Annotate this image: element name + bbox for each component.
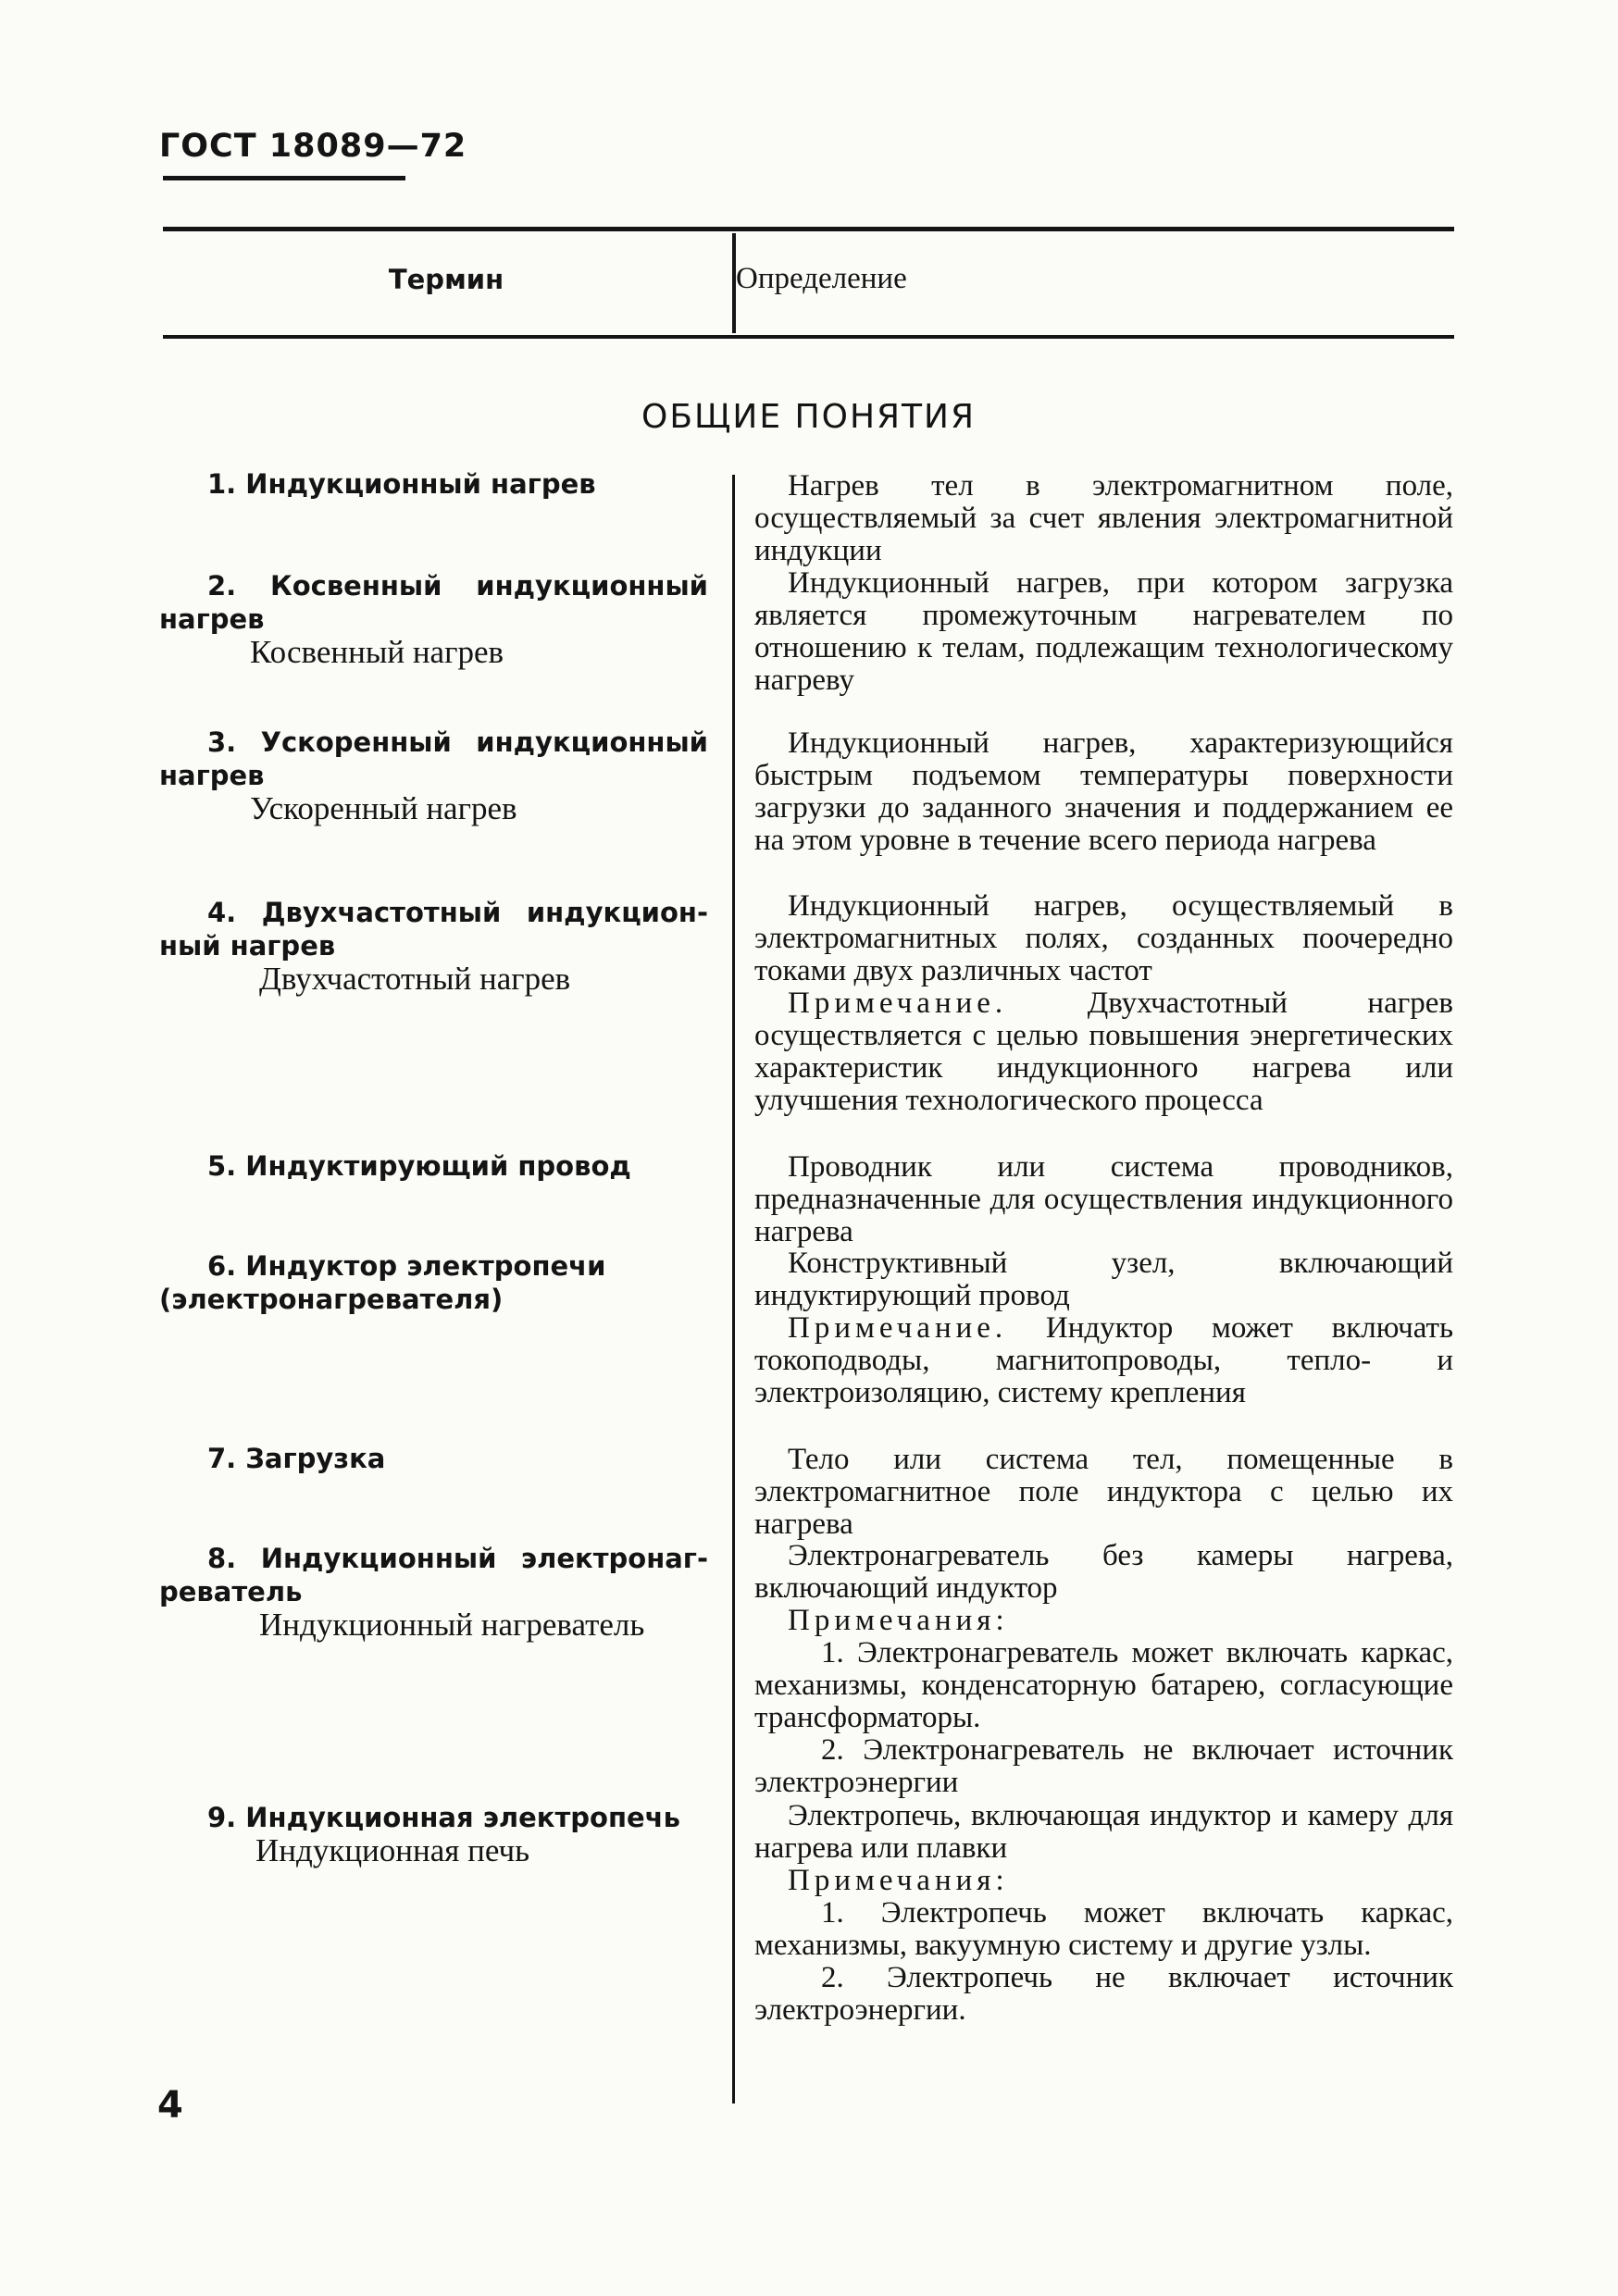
term-8: [159, 1542, 708, 1642]
definition-9-text: Электропечь, включающая индуктор и камеру для нагрева или плавки: [754, 1799, 1453, 1865]
term-6-line-1: 6. Индуктор электропечи: [207, 1250, 606, 1282]
definition-9-note-1: 1. Электропечь может включать каркас, механизмы, вакуумную систему и другие узлы.: [754, 1896, 1453, 1962]
definition-1-text: Нагрев тел в электромагнитном поле, осуществляемый за счет явления электромагнитной индукции: [754, 469, 1453, 567]
term-2: [159, 569, 708, 669]
term-7-line-1: 7. Загрузка: [207, 1443, 386, 1474]
document-code-underline: [163, 176, 405, 180]
definition-6-text: Конструктивный узел, включающий индуктирующий провод: [754, 1247, 1453, 1312]
definition-6: [754, 1247, 1453, 1409]
definition-4: [754, 890, 1453, 1117]
definition-2: [754, 567, 1453, 697]
term-2-line-1: 2. Косвенный индукционный: [207, 570, 708, 602]
document-code: ГОСТ 18089—72: [159, 128, 467, 165]
section-title: ОБЩИЕ ПОНЯТИЯ: [641, 398, 976, 436]
term-3-synonym: Ускоренный нагрев: [250, 790, 517, 826]
term-4-synonym: Двухчастотный нагрев: [259, 961, 571, 997]
term-8-line-2: реватель: [159, 1576, 303, 1607]
definition-8-note-label-line: [754, 1605, 1453, 1637]
term-2-synonym: Косвенный нагрев: [250, 634, 504, 670]
term-3-line-2: нагрев: [159, 760, 265, 791]
term-1-line-1: 1. Индукционный нагрев: [207, 468, 596, 500]
term-8-line-1: 8. Индукционный электронаг-: [207, 1543, 708, 1574]
definition-9-note-label-line: [754, 1865, 1453, 1897]
definition-6-note-text: Индуктор может включать токоподводы, магнитопроводы, тепло- и электроизоляцию, систему крепления: [754, 1311, 1454, 1409]
definition-5-text: Проводник или система проводников, предназначенные для осуществления индукционного нагрева: [754, 1150, 1453, 1248]
column-header-definition: Определение: [736, 262, 907, 295]
definition-2-text: Индукционный нагрев, при котором загрузка является промежуточным нагревателем по отношению к телам, подлежащим технологическому нагреву: [754, 566, 1453, 697]
definition-8-text: Электронагреватель без камеры нагрева, включающий индуктор: [754, 1539, 1453, 1605]
definition-4-note-text: Двухчастотный нагрев осуществляется с целью повышения энергетических характеристик индукционного нагрева или улучшения технологического процесса: [754, 987, 1454, 1117]
term-4-line-2: ный нагрев: [159, 930, 336, 962]
term-6-line-2: (электронагревателя): [159, 1284, 504, 1315]
term-6: [159, 1249, 708, 1316]
definition-4-note: [754, 987, 1453, 1117]
definition-5: [754, 1151, 1453, 1248]
term-5-line-1: 5. Индуктирующий провод: [207, 1150, 631, 1182]
term-2-line-2: нагрев: [159, 603, 265, 635]
body-column-divider: [732, 475, 735, 2104]
page-number: 4: [157, 2084, 183, 2127]
definition-6-note-label: Примечание.: [788, 1311, 1008, 1345]
definition-1: [754, 470, 1453, 567]
term-4-line-1: 4. Двухчастотный индукцион-: [207, 897, 708, 928]
column-header-term: Термин: [388, 264, 504, 295]
term-7: [159, 1442, 708, 1475]
term-9: [159, 1801, 708, 1868]
term-1: [159, 467, 708, 501]
term-5: [159, 1149, 708, 1183]
term-4: [159, 896, 708, 996]
definition-6-note: [754, 1312, 1453, 1409]
definition-3: [754, 727, 1453, 857]
definition-7-text: Тело или система тел, помещенные в электромагнитное поле индуктора с целью их нагрева: [754, 1443, 1453, 1541]
definition-8-note-label: Примечания:: [788, 1604, 1009, 1637]
term-8-synonym: Индукционный нагреватель: [259, 1607, 645, 1643]
definition-8-note-2: 2. Электронагреватель не включает источник электроэнергии: [754, 1733, 1453, 1799]
term-9-line-1: 9. Индукционная электропечь: [207, 1802, 680, 1833]
definition-3-text: Индукционный нагрев, характеризующийся быстрым подъемом температуры поверхности загрузки до заданного значения и поддержанием ее на этом уровне в течение всего периода нагрева: [754, 726, 1453, 857]
definition-9-note-2: 2. Электропечь не включает источник электроэнергии.: [754, 1961, 1453, 2027]
definition-7: [754, 1444, 1453, 1541]
definition-4-text: Индукционный нагрев, осуществляемый в электромагнитных полях, созданных поочередно токами двух различных частот: [754, 889, 1453, 987]
table-top-rule: [163, 227, 1454, 231]
definition-8: [754, 1540, 1453, 1799]
term-3-line-1: 3. Ускоренный индукционный: [207, 726, 708, 758]
definition-4-note-label: Примечание.: [788, 987, 1008, 1020]
term-3: [159, 726, 708, 825]
term-9-synonym: Индукционная печь: [255, 1832, 530, 1868]
definition-9-note-label: Примечания:: [788, 1864, 1009, 1897]
definition-9: [754, 1800, 1453, 2027]
definition-8-note-1: 1. Электронагреватель может включать каркас, механизмы, конденсаторную батарею, согласующие трансформаторы.: [754, 1636, 1453, 1734]
table-header-rule: [163, 335, 1454, 339]
